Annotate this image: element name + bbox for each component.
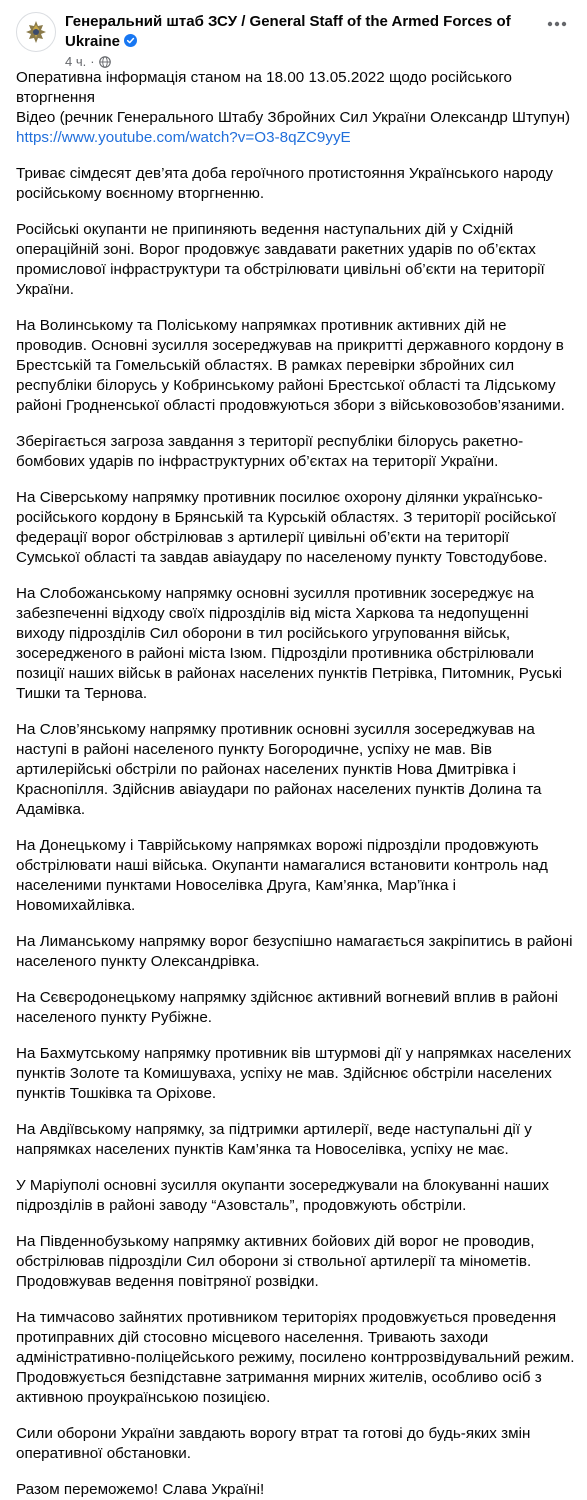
post-body bbox=[16, 68, 576, 1500]
post-timestamp[interactable]: 4 ч. bbox=[65, 54, 87, 69]
post-paragraph: На Волинському та Поліському напрямках противник активних дій не проводив. Основні зусилля зосереджував на прикритті державного кордону в Брестській та Гомельській областях. В рамках перевірки збройних сил республіки білорусь у Кобринському районі Брестської області та Лідському районі Гродненської області продовжуються збори з військовозобов’язаними. bbox=[16, 317, 565, 414]
post-paragraph: На Південнобузькому напрямку активних бойових дій ворог не проводив, обстрілював підрозділи Сил оборони зі ствольної артилерії та мінометів. Продовжував ведення повітряної розвідки. bbox=[16, 1233, 535, 1290]
post-paragraph: У Маріуполі основні зусилля окупанти зосереджували на блокуванні наших підрозділів в районі заводу “Азовсталь”, продовжують обстріли. bbox=[16, 1177, 549, 1214]
post-intro bbox=[16, 68, 576, 148]
armed-forces-emblem-icon bbox=[20, 16, 52, 48]
intro-line-2: Відео (речник Генерального Штабу Збройних Сил України Олександр Штупун) bbox=[16, 109, 571, 126]
globe-icon[interactable] bbox=[99, 56, 111, 68]
post-paragraph: На Сєвєродонецькому напрямку здійснює активний вогневий вплив в районі населеного пункту Рубіжне. bbox=[16, 989, 559, 1026]
intro-line-1: Оперативна інформація станом на 18.00 13.05.2022 щодо російського вторгнення bbox=[16, 69, 513, 106]
page-name: Генеральний штаб ЗСУ / General Staff of the Armed Forces of Ukraine bbox=[65, 13, 511, 50]
post-paragraph: На Слобожанському напрямку основні зусилля противник зосереджує на забезпеченні відходу своїх підрозділів від міста Харкова та недопущенні виходу підрозділів Сил оборони в тил російського угруповання військ, зосередженого в районі міста Ізюм. Підрозділи противника обстрілювали позиції наших військ в районах населених пунктів Петрівка, Питомник, Руські Тишки та Тернова. bbox=[16, 585, 563, 702]
post-paragraph: Триває сімдесят дев’ята доба героїчного протистояння Українського народу російському воєнному вторгненню. bbox=[16, 165, 554, 202]
post-paragraph: На тимчасово зайнятих противником територіях продовжується проведення протиправних дій стосовно місцевого населення. Тривають заходи адміністративно-поліцейського режиму, посилено контррозвідувальний режим. Продовжується безпідставне затримання мирних жителів, особливо осіб з активною проукраїнською позицією. bbox=[16, 1309, 575, 1406]
more-options-icon bbox=[547, 21, 567, 27]
meta-separator: · bbox=[90, 54, 95, 69]
verified-badge-icon bbox=[124, 34, 137, 47]
header-text bbox=[65, 12, 527, 70]
post-paragraph: На Донецькому і Таврійському напрямках ворожі підрозділи продовжують обстрілювати наші війська. Окупанти намагалися встановити контроль над населеними пунктами Новоселівка Друга, Кам’янка, Мар’їнка і Новомихайлівка. bbox=[16, 837, 548, 914]
more-options-button[interactable] bbox=[543, 14, 571, 34]
post-paragraph: На Лиманському напрямку ворог безуспішно намагається закріпитись в районі населеного пункту Олександрівка. bbox=[16, 933, 573, 970]
page-name-link[interactable] bbox=[65, 12, 527, 52]
post-paragraph: На Бахмутському напрямку противник вів штурмові дії у напрямках населених пунктів Золоте та Комишуваха, успіху не мав. Здійснює обстріли населених пунктів Тошківка та Оріхове. bbox=[16, 1045, 572, 1102]
post-paragraph: На Авдіївському напрямку, за підтримки артилерії, веде наступальні дії у напрямках населених пунктів Кам’янка та Новоселівка, успіху не має. bbox=[16, 1121, 532, 1158]
post-paragraph: Сили оборони України завдають ворогу втрат та готові до будь-яких змін оперативної обстановки. bbox=[16, 1425, 531, 1462]
page-avatar[interactable] bbox=[16, 12, 56, 52]
post-paragraph: На Слов’янському напрямку противник основні зусилля зосереджував на наступі в районі населеного пункту Богородичне, успіху не мав. Вів артилерійські обстріли по районах населених пунктів Нова Дмитрівка і Краснопілля. Здійснив авіаудари по районах населених пунктів Долина та Адамівка. bbox=[16, 721, 542, 818]
video-link[interactable]: https://www.youtube.com/watch?v=O3-8qZC9yyE bbox=[16, 129, 351, 146]
post-paragraph: Російські окупанти не припиняють ведення наступальних дій у Східній операційній зоні. Ворог продовжує завдавати ракетних ударів по об’єктах промислової інфраструктури та обстрілювати цивільні об’єкти на території України. bbox=[16, 221, 545, 298]
post-paragraph: На Сіверському напрямку противник посилює охорону ділянки українсько-російського кордону в Брянській та Курській областях. З території російської федерації ворог обстрілював з артилерії цивільні об’єкти на території Сумської області та завдав авіаудару по населеному пункту Товстодубове. bbox=[16, 489, 557, 566]
post-header bbox=[16, 12, 587, 68]
post-paragraph: Зберігається загроза завдання з території республіки білорусь ракетно-бомбових ударів по інфраструктурних об’єктах на території України. bbox=[16, 433, 524, 470]
post-closing: Разом переможемо! Слава Україні! bbox=[16, 1481, 265, 1498]
